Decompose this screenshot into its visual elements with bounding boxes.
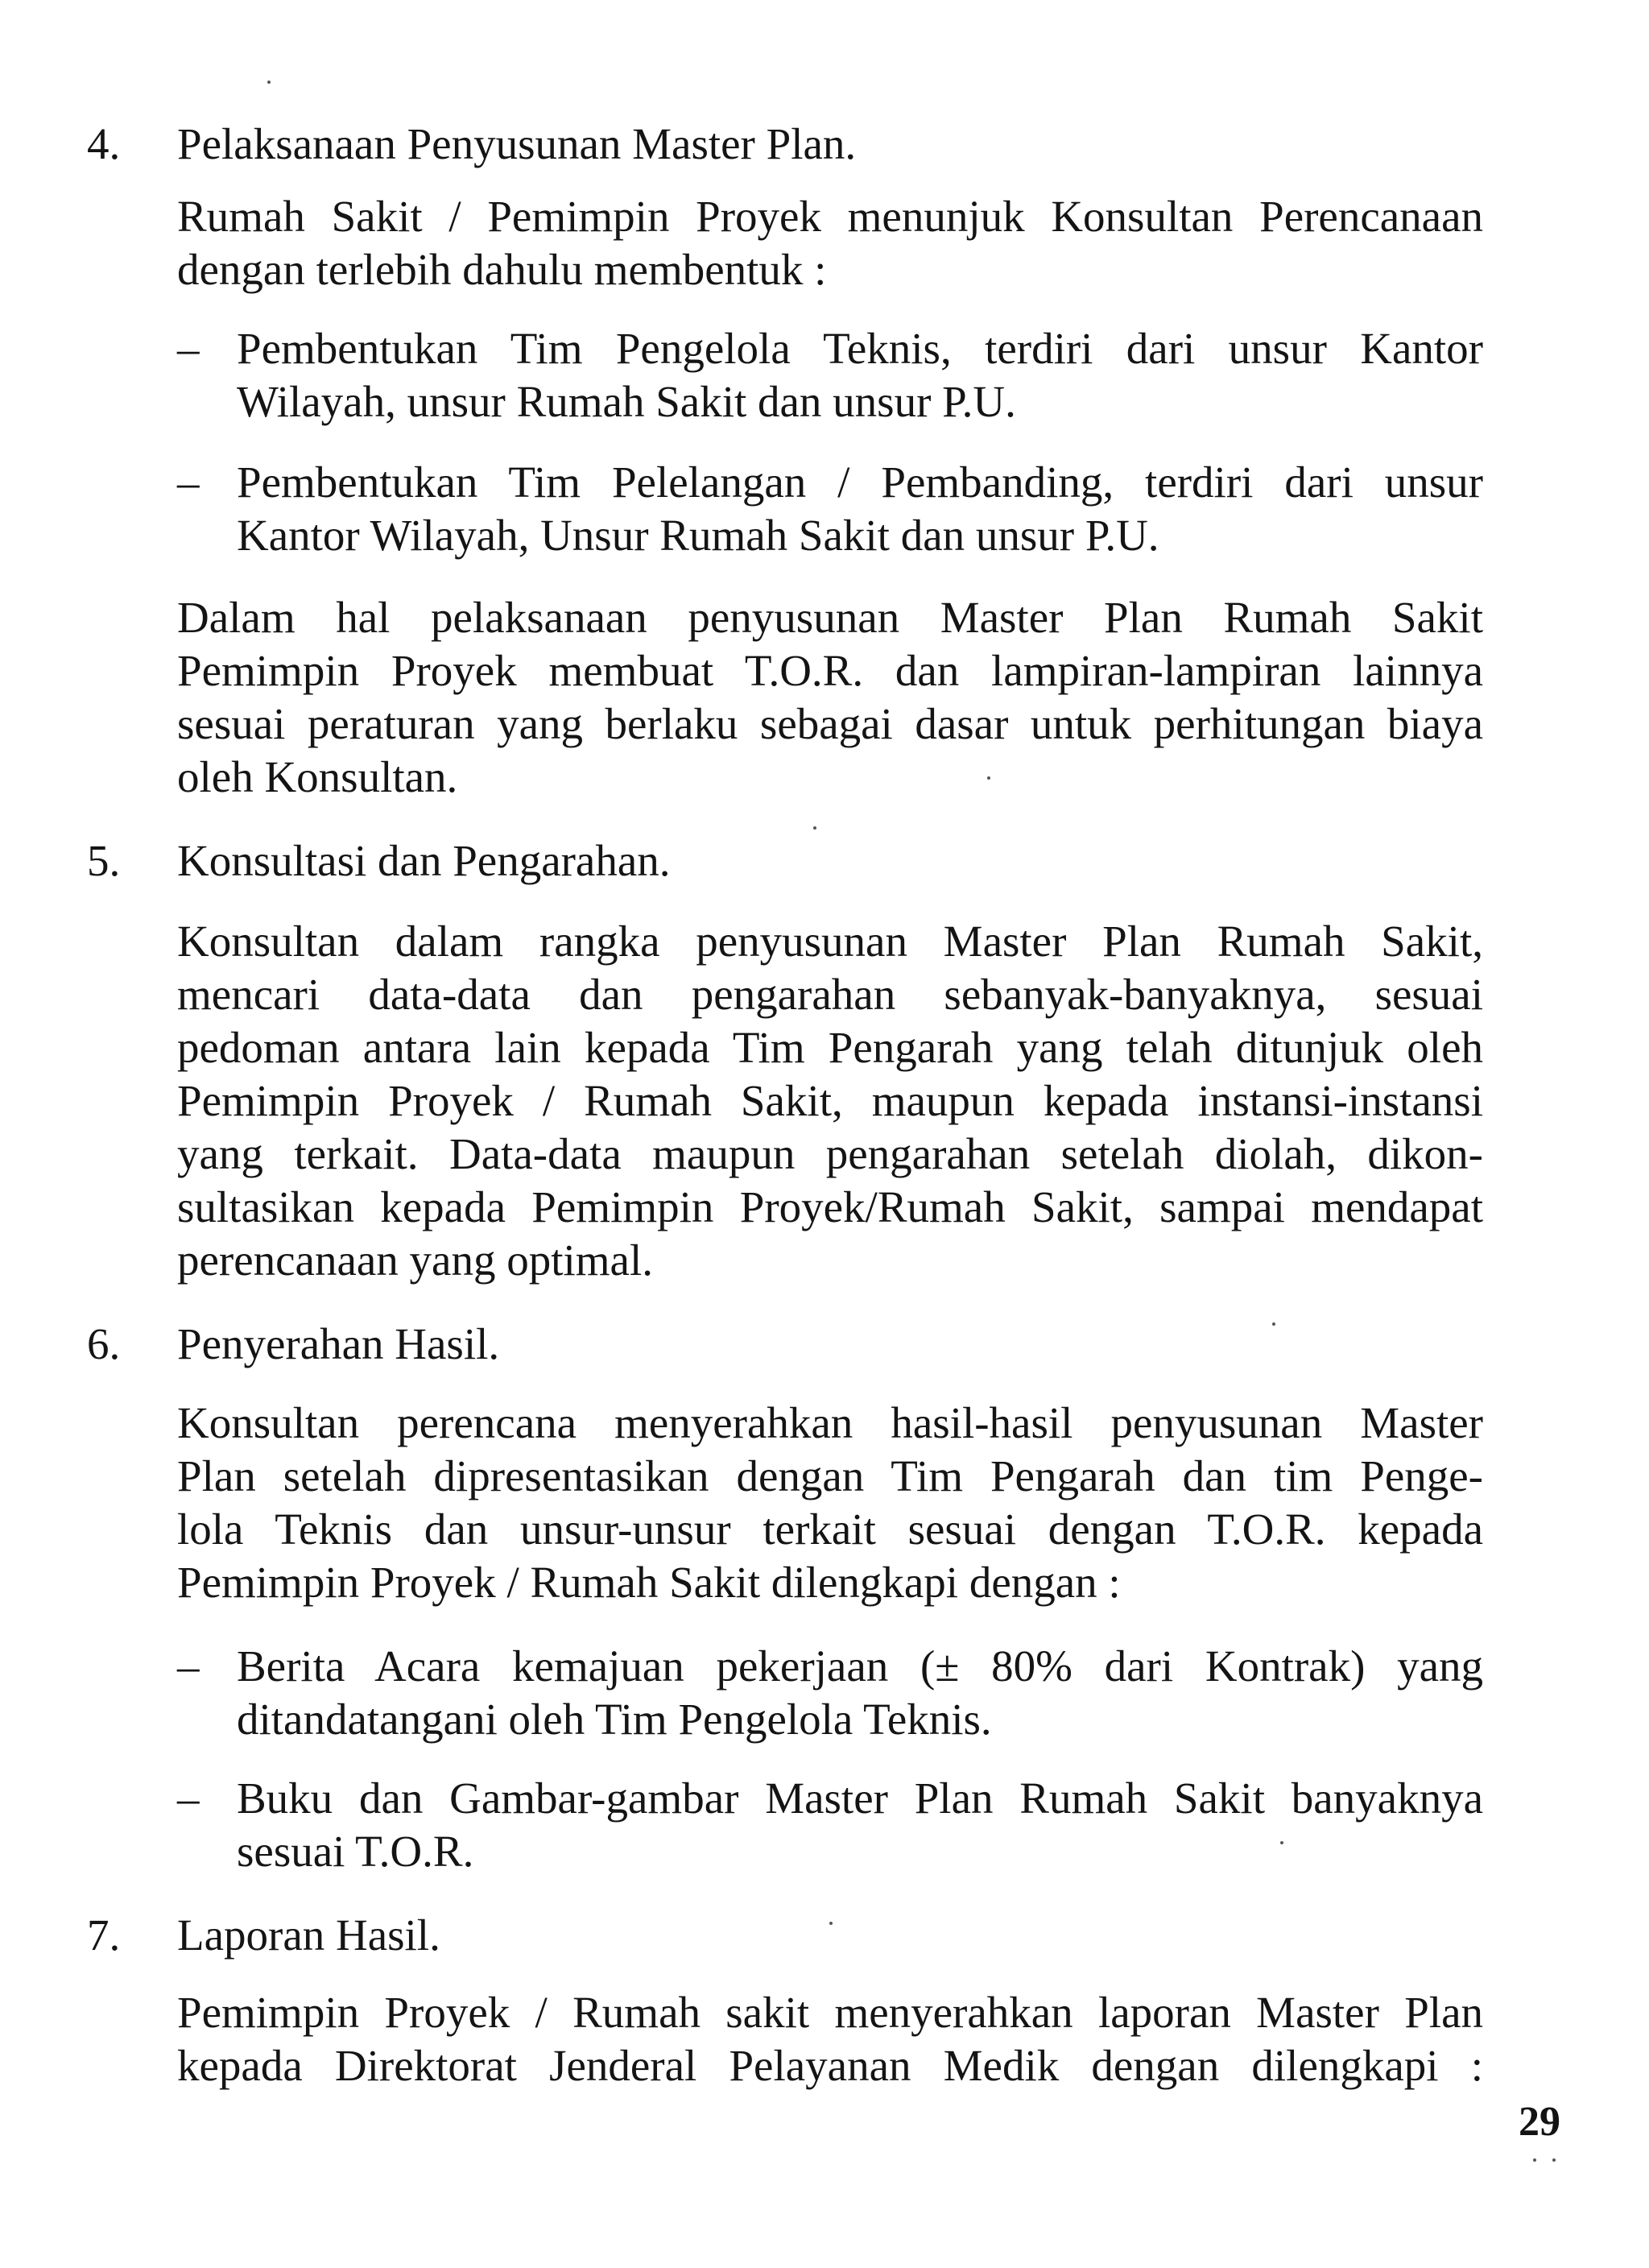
section-5-body-line: mencari data-data dan pengarahan sebanyak-banyaknya, sesuai — [177, 970, 1483, 1019]
bullet-line: sesuai T.O.R. — [237, 1827, 474, 1876]
scan-speck — [813, 826, 816, 830]
section-4-intro-line: dengan terlebih dahulu membentuk : — [177, 245, 827, 294]
section-6-intro-line: Plan setelah dipresentasikan dengan Tim Pengarah dan tim Penge- — [177, 1451, 1483, 1500]
scan-speck — [1552, 2158, 1556, 2162]
section-6-intro-line: Konsultan perencana menyerahkan hasil-hasil penyusunan Master — [177, 1398, 1483, 1447]
scan-speck — [267, 81, 271, 84]
section-6-number: 6. — [87, 1319, 121, 1368]
section-7-heading: Laporan Hasil. — [177, 1910, 440, 1960]
bullet-line: Pembentukan Tim Pengelola Teknis, terdiri dari unsur Kantor — [237, 324, 1483, 373]
section-6-intro-line: lola Teknis dan unsur-unsur terkait sesuai dengan T.O.R. kepada — [177, 1504, 1483, 1554]
section-6-heading: Penyerahan Hasil. — [177, 1319, 500, 1368]
bullet-dash-icon: – — [177, 457, 200, 507]
section-4-heading: Pelaksanaan Penyusunan Master Plan. — [177, 119, 857, 168]
bullet-line: Kantor Wilayah, Unsur Rumah Sakit dan unsur P.U. — [237, 511, 1159, 560]
scan-speck — [1280, 1841, 1283, 1844]
section-7-body-line: Pemimpin Proyek / Rumah sakit menyerahkan laporan Master Plan — [177, 1988, 1483, 2037]
section-4-closing-line: sesuai peraturan yang berlaku sebagai dasar untuk perhitungan biaya — [177, 699, 1483, 748]
bullet-dash-icon: – — [177, 324, 200, 373]
section-5-body-line: sultasikan kepada Pemimpin Proyek/Rumah Sakit, sampai mendapat — [177, 1182, 1483, 1231]
section-5-body-line: pedoman antara lain kepada Tim Pengarah yang telah ditunjuk oleh — [177, 1023, 1483, 1072]
section-4-closing-line: Dalam hal pelaksanaan penyusunan Master Plan Rumah Sakit — [177, 593, 1483, 642]
section-4-intro-line: Rumah Sakit / Pemimpin Proyek menunjuk Konsultan Perencanaan — [177, 192, 1483, 241]
section-5-body-line: yang terkait. Data-data maupun pengarahan setelah diolah, dikon- — [177, 1129, 1483, 1178]
bullet-line: ditandatangani oleh Tim Pengelola Teknis. — [237, 1695, 992, 1744]
section-6-intro-line: Pemimpin Proyek / Rumah Sakit dilengkapi dengan : — [177, 1558, 1121, 1607]
section-5-body-line: Konsultan dalam rangka penyusunan Master Plan Rumah Sakit, — [177, 917, 1483, 966]
scan-speck — [829, 1922, 833, 1925]
section-4-closing-line: oleh Konsultan. — [177, 752, 458, 801]
section-7-body-line: kepada Direktorat Jenderal Pelayanan Medik dengan dilengkapi : — [177, 2041, 1483, 2090]
bullet-line: Pembentukan Tim Pelelangan / Pembanding, terdiri dari unsur — [237, 457, 1483, 507]
section-4-number: 4. — [87, 119, 121, 168]
scan-speck — [1533, 2158, 1536, 2162]
bullet-line: Wilayah, unsur Rumah Sakit dan unsur P.U. — [237, 377, 1016, 426]
bullet-line: Buku dan Gambar-gambar Master Plan Rumah Sakit banyaknya — [237, 1773, 1483, 1823]
section-5-heading: Konsultasi dan Pengarahan. — [177, 836, 671, 885]
page-number: 29 — [1519, 2099, 1560, 2145]
scan-speck — [1272, 1322, 1275, 1326]
bullet-line: Berita Acara kemajuan pekerjaan (± 80% dari Kontrak) yang — [237, 1641, 1483, 1691]
section-5-body-line: perencanaan yang optimal. — [177, 1235, 653, 1285]
section-4-closing-line: Pemimpin Proyek membuat T.O.R. dan lampiran-lampiran lainnya — [177, 646, 1483, 695]
section-5-number: 5. — [87, 836, 121, 885]
bullet-dash-icon: – — [177, 1773, 200, 1823]
section-5-body-line: Pemimpin Proyek / Rumah Sakit, maupun kepada instansi-instansi — [177, 1076, 1483, 1125]
scan-speck — [987, 776, 990, 780]
section-7-number: 7. — [87, 1910, 121, 1960]
bullet-dash-icon: – — [177, 1641, 200, 1691]
